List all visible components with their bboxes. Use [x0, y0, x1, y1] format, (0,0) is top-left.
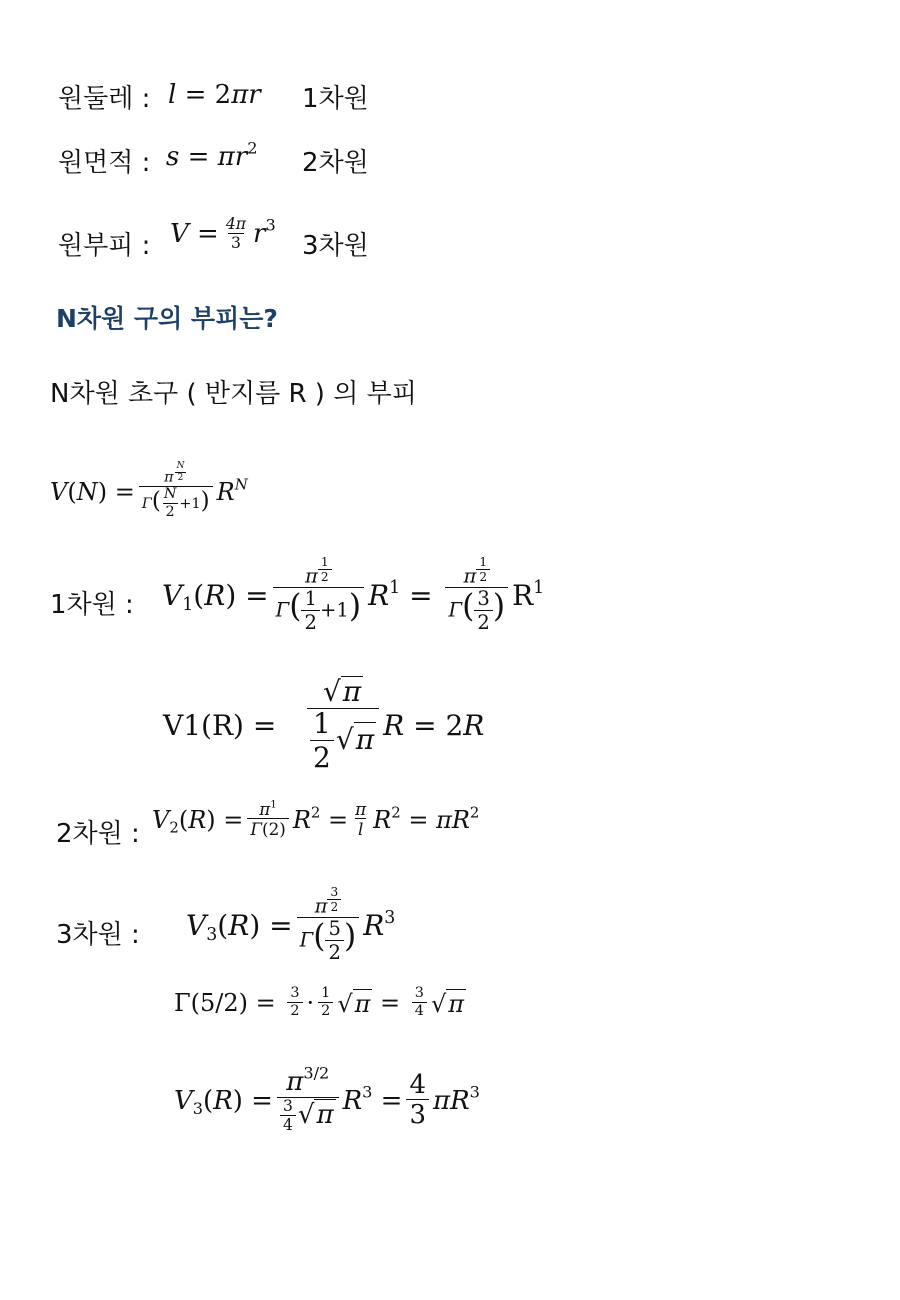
dim2-label: 2차원 :: [56, 819, 140, 849]
general-formula: V ( N ) = π $^{\frac{N}{2}}$ Γ( $\frac{N}{2}$ +1) $R^N$: [50, 461, 248, 521]
dim3-formula: $V_3$ ( R ) = π $^{\frac{3}{2}}$ Γ( $\frac{5}{2}$ ) $R^3$: [186, 885, 396, 964]
dim2-formula: $V_2$ ( R ) = $\frac{\pi^1}{\Gamma(2)}$ $R^2$ = $\frac{\pi}{l}$ $R^2$ = $\pi R^2$: [152, 798, 480, 840]
subtitle: N차원 초구 ( 반지름 R ) 의 부피: [50, 379, 417, 409]
dim3-label: 3차원 :: [56, 920, 140, 950]
dim3-final-formula: $V_3$ ( R ) = $\pi^{3/2}$ $\frac{3}{4}$ √ π $R^3$ = $\frac{4}{3}$ $\pi R^3$: [174, 1063, 480, 1134]
circumference-formula: l = 2 πr: [168, 80, 261, 110]
dim1-simplified: V1(R) = √ π $\frac{1}{2}$ √ π R = 2 R: [163, 675, 485, 774]
circumference-dim: 1차원: [302, 84, 369, 114]
area-label: 원면적 :: [58, 148, 151, 178]
volume-dim: 3차원: [302, 231, 369, 261]
section-heading: N차원 구의 부피는?: [56, 304, 278, 333]
volume-formula: V = $\frac{4\pi}{3}$ $r^3$: [170, 215, 276, 253]
gamma-formula: Γ(5/2) = $\frac{3}{2}$ · $\frac{1}{2}$ √ π = $\frac{3}{4}$ √ π: [174, 985, 465, 1019]
dim1-formula: $V_1$ ( R ) = π $^{\frac{1}{2}}$ Γ( $\frac{1}{2}$ +1) $R^1$ = π $^{\frac{1}{2}}$ Γ( $\frac{3}{2}$ ) $R^1$: [162, 555, 545, 634]
area-dim: 2차원: [302, 148, 369, 178]
circumference-label: 원둘레 :: [58, 84, 151, 114]
dim1-label: 1차원 :: [50, 590, 134, 620]
area-formula: s = $\pi r^2$: [166, 138, 258, 172]
volume-label: 원부피 :: [58, 231, 151, 261]
